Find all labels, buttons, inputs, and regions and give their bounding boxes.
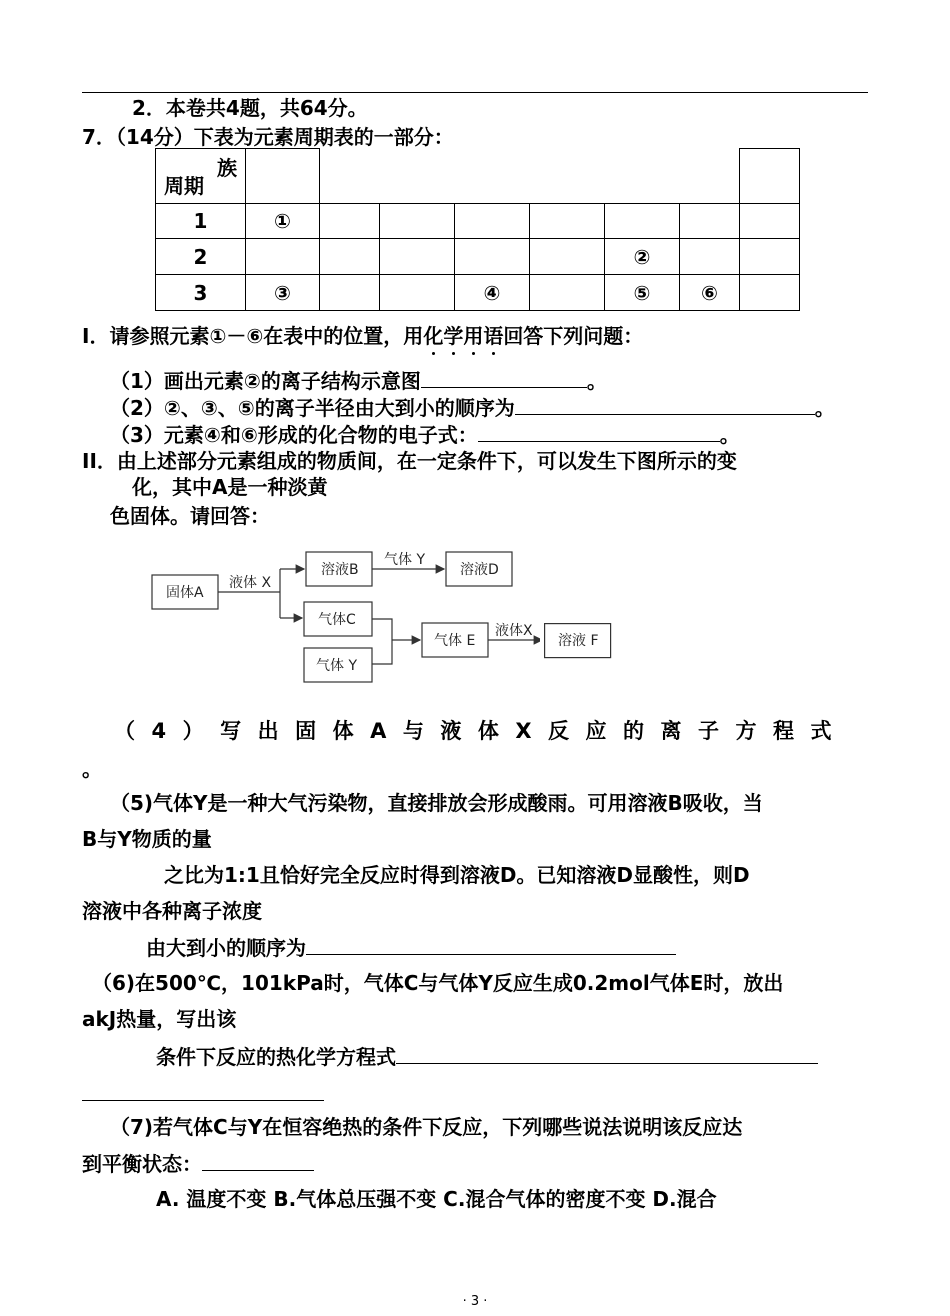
answer-blank[interactable] [306, 934, 676, 955]
period-label: 3 [156, 275, 246, 311]
question-6-line1: （6)在500℃，101kPa时，气体C与气体Y反应生成0.2mol气体E时，放出 [92, 971, 784, 995]
question-2: （2）②、③、⑤的离子半径由大到小的顺序为 。 [110, 396, 835, 420]
label-solution-f: 溶液 F [558, 633, 599, 649]
watermark [632, 540, 640, 570]
table-row [156, 275, 800, 311]
part-2-intro-line1: II．由上述部分元素组成的物质间，在一定条件下，可以发生下图所示的变 [82, 449, 737, 473]
question-7-line2: 到平衡状态： [82, 1150, 314, 1177]
answer-blank[interactable] [421, 367, 587, 388]
question-7-line1: （7)若气体C与Y在恒容绝热的条件下反应，下列哪些说法说明该反应达 [110, 1115, 743, 1139]
answer-blank[interactable] [478, 421, 720, 442]
element-cell: ⑥ [680, 275, 740, 311]
element-cell: ③ [246, 275, 320, 311]
element-cell [455, 239, 530, 275]
label-liquid-x-2: 液体X [495, 623, 533, 639]
element-cell [455, 204, 530, 239]
question-6-line3: 条件下反应的热化学方程式 [156, 1043, 818, 1070]
label-solution-d: 溶液D [460, 562, 499, 578]
reaction-flow-diagram [140, 538, 540, 688]
solution-f-box [544, 623, 614, 659]
label-solid-a: 固体A [166, 585, 204, 601]
element-cell [740, 275, 800, 311]
label-gas-c: 气体C [318, 612, 356, 628]
element-cell [320, 275, 380, 311]
periodic-table [155, 148, 800, 311]
element-cell [380, 239, 455, 275]
element-cell [320, 239, 380, 275]
table-header-cell [156, 149, 246, 204]
header-note: 2．本卷共4题，共64分。 [132, 96, 368, 120]
part-2-intro-line2: 化，其中A是一种淡黄 [132, 475, 328, 499]
part-1-intro: I．请参照元素①－⑥在表中的位置，用化学用语回答下列问题： [82, 324, 644, 348]
header-gap [320, 149, 740, 204]
table-row [156, 204, 800, 239]
question-7-options: A. 温度不变 B.气体总压强不变 C.混合气体的密度不变 D.混合 [156, 1187, 717, 1211]
group-header: 族 [217, 156, 237, 180]
answer-blank[interactable] [396, 1043, 818, 1064]
question-4: （4）写出固体A与液体X反应的离子方程式 [114, 719, 849, 743]
question-5-line2: B与Y物质的量 [82, 827, 212, 851]
element-cell: ⑤ [605, 275, 680, 311]
element-cell: ① [246, 204, 320, 239]
label-gas-y: 气体 Y [384, 552, 426, 568]
element-cell: ④ [455, 275, 530, 311]
period-label: 2 [156, 239, 246, 275]
question-7-title: 7．（14分）下表为元素周期表的一部分： [82, 125, 454, 149]
answer-blank[interactable] [515, 394, 815, 415]
question-5-line5: 由大到小的顺序为 [146, 934, 676, 961]
question-5-line1: （5)气体Y是一种大气污染物，直接排放会形成酸雨。可用溶液B吸收，当 [110, 791, 763, 815]
element-cell [320, 204, 380, 239]
period-header: 周期 [164, 174, 204, 198]
label-liquid-x: 液体 X [229, 575, 272, 591]
element-cell [740, 239, 800, 275]
element-cell [530, 239, 605, 275]
element-cell [680, 204, 740, 239]
table-row [156, 239, 800, 275]
top-rule [82, 92, 868, 93]
header-cell [246, 149, 320, 204]
header-cell [740, 149, 800, 204]
part-2-intro-line3: 色固体。请回答： [110, 504, 270, 528]
answer-blank-continued[interactable] [82, 1100, 324, 1101]
element-cell [380, 204, 455, 239]
question-4-end: 。 [82, 757, 102, 781]
answer-blank[interactable] [202, 1150, 314, 1171]
element-cell [740, 204, 800, 239]
element-cell [530, 204, 605, 239]
page-number: · 3 · [462, 1294, 488, 1309]
element-cell [530, 275, 605, 311]
element-cell [680, 239, 740, 275]
element-cell [380, 275, 455, 311]
period-label: 1 [156, 204, 246, 239]
label-gas-e: 气体 E [434, 633, 476, 649]
question-5-line4: 溶液中各种离子浓度 [82, 899, 262, 923]
question-6-line2: akJ热量，写出该 [82, 1007, 237, 1031]
element-cell [246, 239, 320, 275]
label-solution-b: 溶液B [321, 562, 359, 578]
label-gas-y-2: 气体 Y [316, 658, 358, 674]
element-cell [605, 204, 680, 239]
element-cell: ② [605, 239, 680, 275]
question-5-line3: 之比为1:1且恰好完全反应时得到溶液D。已知溶液D显酸性，则D [164, 863, 750, 887]
question-1: （1）画出元素②的离子结构示意图 。 [110, 369, 607, 393]
question-3: （3）元素④和⑥形成的化合物的电子式： 。 [110, 423, 740, 447]
